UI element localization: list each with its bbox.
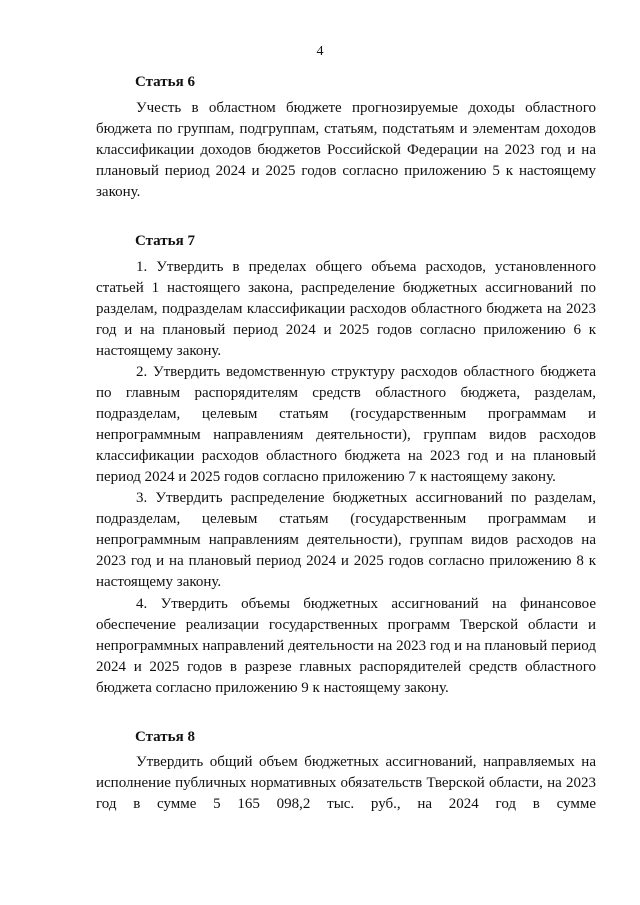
article-8-paragraph-1: Утвердить общий объем бюджетных ассигнований, направляемых на исполнение публичных нормативных обязательств Тверской области, на 2023 год в сумме 5 165 098,2 тыс. руб., на 2024 год в сумме <box>96 754 596 812</box>
article-7-heading: Статья 7 <box>135 233 195 249</box>
article-7-paragraph-4: 4. Утвердить объемы бюджетных ассигнований на финансовое обеспечение реализации государственных программ Тверской области и непрограммных направлений деятельности на 2023 год и на плановый период 2024 и 2025 годов в разрезе главных распорядителей средств областного бюджета согласно приложению 9 к настоящему закону. <box>96 596 596 696</box>
article-6-paragraph-1: Учесть в областном бюджете прогнозируемые доходы областного бюджета по группам, подгруппам, статьям, подстатьям и элементам доходов классификации доходов бюджетов Российской Федерации на 2023 год и на плановый период 2024 и 2025 годов согласно приложению 5 к настоящему закону. <box>96 100 596 200</box>
article-7-paragraph-1: 1. Утвердить в пределах общего объема расходов, установленного статьей 1 настоящего закона, распределение бюджетных ассигнований по разделам, подразделам классификации расходов областного бюджета на 2023 год и на плановый период 2024 и 2025 годов согласно приложению 6 к настоящему закону. <box>96 259 596 359</box>
page-number: 4 <box>316 44 324 59</box>
article-6-heading: Статья 6 <box>135 74 195 90</box>
article-7-paragraph-3: 3. Утвердить распределение бюджетных ассигнований по разделам, подразделам, целевым статьям (государственным программам и непрограммным направлениям деятельности), группам видов расходов на 2023 год и на плановый период 2024 и 2025 годов согласно приложению 8 к настоящему закону. <box>96 490 596 590</box>
article-8-heading: Статья 8 <box>135 729 195 745</box>
article-7-paragraph-2: 2. Утвердить ведомственную структуру расходов областного бюджета по главным распорядителям средств областного бюджета, разделам, подразделам, целевым статьям (государственным программам и непрограммным направлениям деятельности), группам видов расходов классификации расходов областного бюджета на 2023 год и на плановый период 2024 и 2025 годов согласно приложению 7 к настоящему закону. <box>96 364 596 485</box>
